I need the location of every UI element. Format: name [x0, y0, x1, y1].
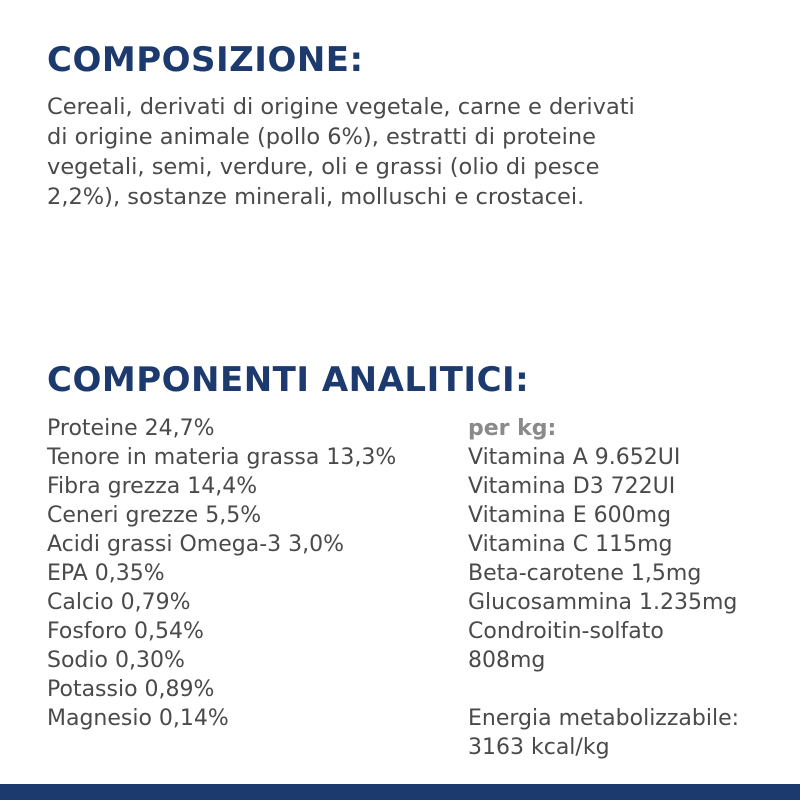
vitamin-item: Glucosammina 1.235mg [468, 590, 738, 615]
energy-value: 3163 kcal/kg [468, 735, 610, 760]
analytic-right-list [468, 414, 739, 762]
composition-text [47, 92, 777, 212]
composition-line: di origine animale (pollo 6%), estratti di proteine [47, 124, 596, 150]
analytic-item: Fosforo 0,54% [47, 619, 204, 644]
analytic-item: Sodio 0,30% [47, 648, 185, 673]
analytic-item: Ceneri grezze 5,5% [47, 503, 262, 528]
vitamin-item: Beta-carotene 1,5mg [468, 561, 702, 586]
analytic-heading: COMPONENTI ANALITICI: [47, 360, 530, 400]
analytic-item: Calcio 0,79% [47, 590, 191, 615]
bottom-accent-bar [0, 784, 800, 800]
energy-label: Energia metabolizzabile: [468, 706, 740, 731]
vitamin-item: Condroitin-solfato [468, 619, 664, 644]
analytic-item: Tenore in materia grassa 13,3% [47, 445, 397, 470]
analytic-item: EPA 0,35% [47, 561, 165, 586]
vitamin-item: Vitamina C 115mg [468, 532, 673, 557]
composition-line: 2,2%), sostanze minerali, molluschi e crostacei. [47, 184, 585, 210]
analytic-item: Proteine 24,7% [47, 416, 215, 441]
per-kg-label: per kg: [468, 416, 557, 441]
analytic-left-list [47, 414, 396, 733]
vitamin-item: Vitamina E 600mg [468, 503, 672, 528]
composition-heading: COMPOSIZIONE: [47, 40, 364, 80]
composition-line: Cereali, derivati di origine vegetale, carne e derivati [47, 94, 635, 120]
vitamin-item: 808mg [468, 648, 546, 673]
vitamin-item: Vitamina D3 722UI [468, 474, 676, 499]
analytic-item: Fibra grezza 14,4% [47, 474, 258, 499]
list-spacer [468, 675, 739, 704]
analytic-item: Magnesio 0,14% [47, 706, 229, 731]
vitamin-item: Vitamina A 9.652UI [468, 445, 681, 470]
composition-line: vegetali, semi, verdure, oli e grassi (olio di pesce [47, 154, 600, 180]
analytic-item: Acidi grassi Omega-3 3,0% [47, 532, 345, 557]
analytic-item: Potassio 0,89% [47, 677, 215, 702]
